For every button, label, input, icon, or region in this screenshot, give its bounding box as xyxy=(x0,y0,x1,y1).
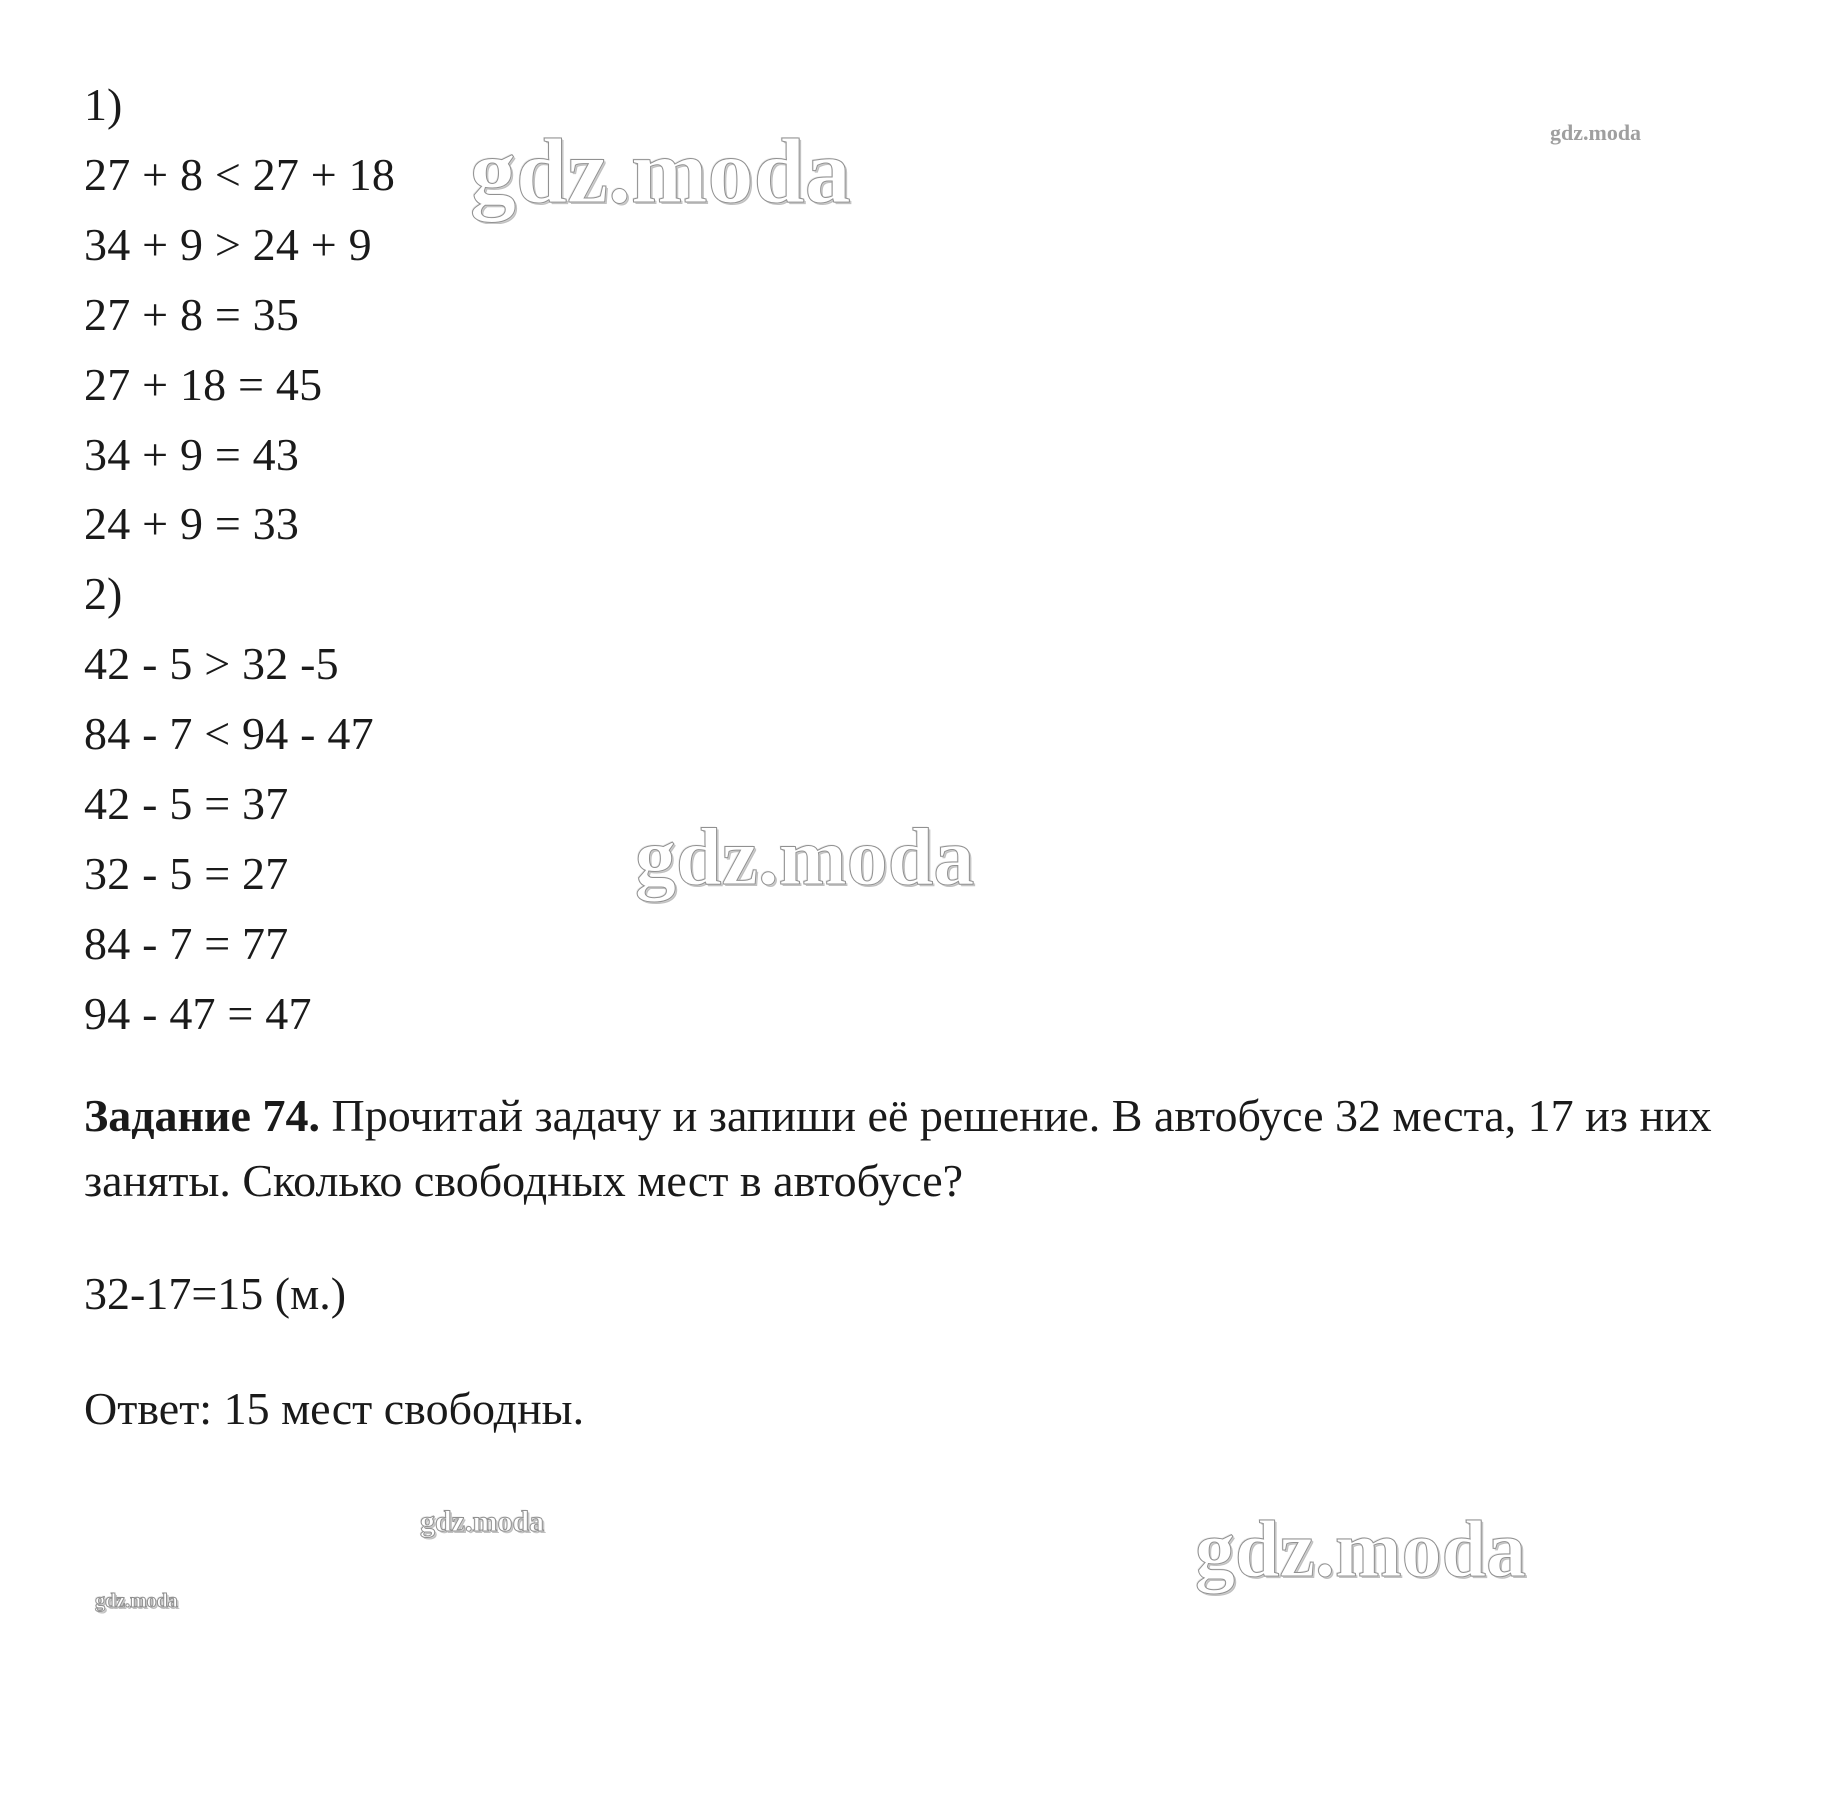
task-statement xyxy=(84,1083,1724,1214)
task-solution: 32-17=15 (м.) xyxy=(84,1268,347,1320)
group-2-line-2: 84 - 7 < 94 - 47 xyxy=(84,708,374,760)
group-2-line-3: 42 - 5 = 37 xyxy=(84,778,289,830)
group-1-line-4: 27 + 18 = 45 xyxy=(84,358,323,410)
watermark-main-top: gdz.moda xyxy=(470,120,851,222)
group-1-line-2: 34 + 9 > 24 + 9 xyxy=(84,218,372,270)
group-2-label: 2) xyxy=(84,568,123,620)
group-2-line-4: 32 - 5 = 27 xyxy=(84,847,289,899)
group-1-line-5: 34 + 9 = 43 xyxy=(84,428,300,480)
group-2-line-6: 94 - 47 = 47 xyxy=(84,987,312,1039)
exercise-group-1 xyxy=(84,70,1724,559)
task-answer: Ответ: 15 мест свободны. xyxy=(84,1383,585,1435)
group-2-line-1: 42 - 5 > 32 -5 xyxy=(84,638,339,690)
document-content xyxy=(84,70,1724,1443)
group-2-line-5: 84 - 7 = 77 xyxy=(84,917,289,969)
watermark-main-middle: gdz.moda xyxy=(635,811,975,902)
watermark-corner: gdz.moda xyxy=(1550,120,1642,145)
group-1-line-1: 27 + 8 < 27 + 18 xyxy=(84,148,396,200)
task-number: Задание 74. xyxy=(84,1089,320,1141)
watermark-small-answer: gdz.moda xyxy=(95,1590,178,1612)
task-text: Прочитай задачу и запиши её решение. В автобусе 32 места, 17 из них заняты. Сколько свободных мест в автобусе? xyxy=(84,1089,1712,1206)
group-1-line-3: 27 + 8 = 35 xyxy=(84,288,300,340)
exercise-group-2 xyxy=(84,559,1724,1048)
group-1-label: 1) xyxy=(84,79,123,130)
watermark-main-bottom: gdz.moda xyxy=(1195,1506,1527,1594)
watermark-small-solution: gdz.moda xyxy=(420,1505,545,1538)
group-1-line-6: 24 + 9 = 33 xyxy=(84,498,300,550)
